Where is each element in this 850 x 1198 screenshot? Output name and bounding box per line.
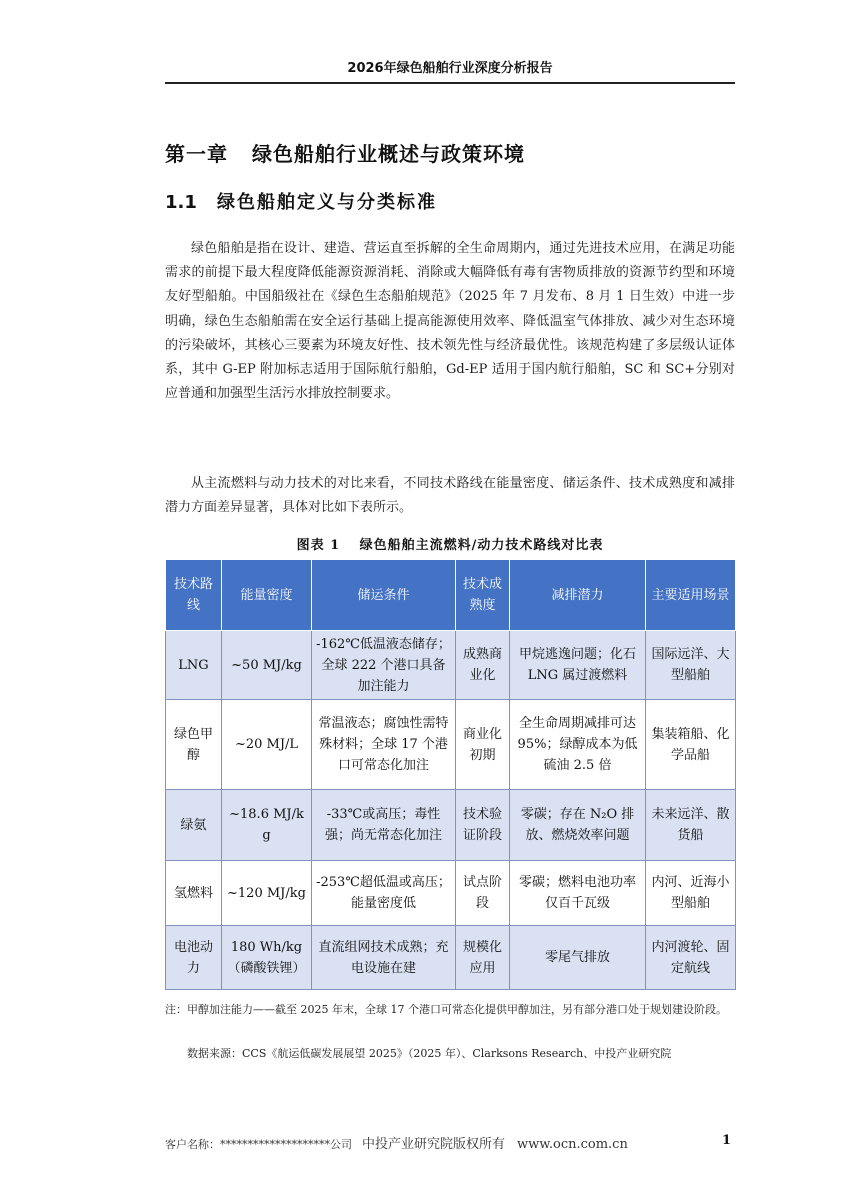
cell-reduction: 零尾气排放 [510,926,646,990]
section-number: 1.1 [165,192,197,213]
cell-storage: -253℃超低温或高压；能量密度低 [312,861,456,926]
report-title: 2026年绿色船舶行业深度分析报告 [347,61,553,76]
header-tech-route: 技术路线 [166,560,222,631]
cell-reduction: 零碳；存在 N₂O 排放、燃烧效率问题 [510,790,646,861]
chapter-title [165,138,525,167]
header-maturity: 技术成熟度 [456,560,510,631]
table-row [166,631,736,700]
section-title [165,188,437,214]
cell-maturity: 技术验证阶段 [456,790,510,861]
cell-storage: -33℃或高压；毒性强；尚无常态化加注 [312,790,456,861]
page-footer [165,1133,735,1152]
cell-maturity: 成熟商业化 [456,631,510,700]
cell-storage: 常温液态；腐蚀性需特殊材料；全球 17 个港口可常态化加注 [312,700,456,790]
paragraph-comparison-intro: 从主流燃料与动力技术的对比来看，不同技术路线在能量密度、储运条件、技术成熟度和减排潜力方面差异显著，具体对比如下表所示。 [165,476,735,516]
cell-reduction: 零碳；燃料电池功率仅百千瓦级 [510,861,646,926]
cell-scenario: 内河、近海小型船舶 [646,861,736,926]
table-note: 注：甲醇加注能力——截至 2025 年末，全球 17 个港口可常态化提供甲醇加注，另有部分港口处于规划建设阶段。 [165,1003,727,1016]
table-row [166,700,736,790]
cell-reduction: 全生命周期减排可达 95%；绿醇成本为低硫油 2.5 倍 [510,700,646,790]
cell-reduction: 甲烷逃逸问题；化石 LNG 属过渡燃料 [510,631,646,700]
cell-maturity: 商业化初期 [456,700,510,790]
header-reduction: 减排潜力 [510,560,646,631]
cell-energy-density: ~18.6 MJ/kg [222,790,312,861]
cell-energy-density: 180 Wh/kg（磷酸铁锂） [222,926,312,990]
cell-scenario: 集装箱船、化学品船 [646,700,736,790]
table-caption: 图表 1 绿色船舶主流燃料/动力技术路线对比表 [296,538,604,553]
page-header [165,58,735,84]
cell-tech-route: 绿氨 [166,790,222,861]
cell-energy-density: ~50 MJ/kg [222,631,312,700]
cell-scenario: 国际远洋、大型船舶 [646,631,736,700]
table-row [166,790,736,861]
page-number: 1 [721,1133,731,1148]
header-scenario: 主要适用场景 [646,560,736,631]
data-source: 数据来源：CCS《航运低碳发展展望 2025》（2025 年）、Clarksons Research、中投产业研究院 [187,1047,672,1060]
cell-scenario: 未来远洋、散货船 [646,790,736,861]
cell-storage: -162℃低温液态储存；全球 222 个港口具备加注能力 [312,631,456,700]
paragraph-definition: 绿色船舶是指在设计、建造、营运直至拆解的全生命周期内，通过先进技术应用，在满足功能需求的前提下最大程度降低能源资源消耗、消除或大幅降低有毒有害物质排放的资源节约型和环境友好型船舶。中国船级社在《绿色生态船舶规范》（2025 年 7 月发布、8 月 1 日生效）中进一步明确，绿色生态船舶需在安全运行基础上提高能源使用效率、降低温室气体排放、减少对生态环境的污染破坏，其核心三要素为环境友好性、技术领先性与经济最优性。该规范构建了多层级认证体系，其中 G-EP 附加标志适用于国际航行船舶，Gd-EP 适用于国内航行船舶，SC 和 SC+分别对应普通和加强型生活污水排放控制要求。 [165,241,735,402]
cell-tech-route: LNG [166,631,222,700]
chapter-text: 绿色船舶行业概述与政策环境 [252,142,525,166]
copyright-text: 中投产业研究院版权所有 [362,1137,506,1152]
table-header-row [166,560,736,631]
client-name: 客户名称：********************公司 [165,1138,352,1151]
cell-tech-route: 绿色甲醇 [166,700,222,790]
table-row [166,926,736,990]
header-energy-density: 能量密度 [222,560,312,631]
cell-scenario: 内河渡轮、固定航线 [646,926,736,990]
header-storage: 储运条件 [312,560,456,631]
table-row [166,861,736,926]
chapter-number: 第一章 [165,142,228,166]
cell-maturity: 试点阶段 [456,861,510,926]
cell-maturity: 规模化应用 [456,926,510,990]
cell-tech-route: 电池动力 [166,926,222,990]
comparison-table [165,559,736,990]
cell-energy-density: ~120 MJ/kg [222,861,312,926]
cell-storage: 直流组网技术成熟；充电设施在建 [312,926,456,990]
cell-tech-route: 氢燃料 [166,861,222,926]
cell-energy-density: ~20 MJ/L [222,700,312,790]
comparison-table-container [165,559,735,990]
website-link[interactable]: www.ocn.com.cn [517,1137,628,1152]
section-text: 绿色船舶定义与分类标准 [217,192,437,213]
